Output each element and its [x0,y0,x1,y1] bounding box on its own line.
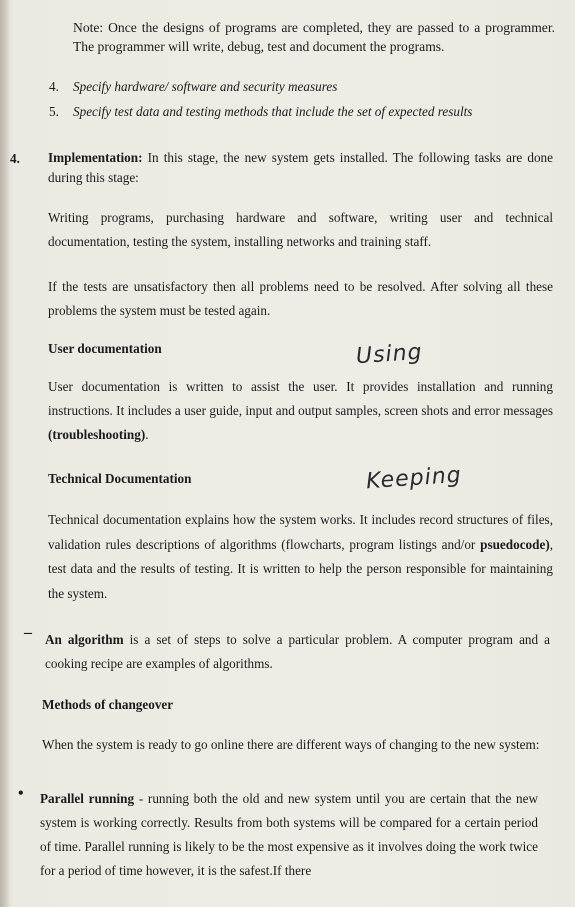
handwritten-using: Using [355,339,424,370]
implementation-title: Implementation: [48,150,143,165]
user-documentation-end: . [145,427,149,442]
page-binding-shadow [0,0,10,907]
technical-documentation-paragraph [48,508,553,606]
bullet-marker: • [18,785,24,802]
design-note: Note: Once the designs of programs are completed, they are passed to a programmer. The programmer will write, debug, test and document the programs. [73,20,555,54]
technical-documentation-heading: Technical Documentation [48,471,192,486]
user-documentation-paragraph [48,375,553,447]
parallel-running-text: - running both the old and new system until you are certain that the new system is working correctly. Results from both systems will be compared for a certain period of time. Parallel running is likely to be the most expensive as it involves doing the work twice for a period of time however, it is the safest.If there [40,791,539,878]
handwritten-keeping: Keeping [365,462,463,495]
methods-of-changeover-heading: Methods of changeover [42,697,174,712]
psuedocode-term: psuedocode) [480,536,550,552]
implementation-paragraph [48,148,553,188]
list-number-4: 4. [49,79,59,94]
list-item-hardware: Specify hardware/ software and security measures [73,79,338,94]
tests-paragraph: If the tests are unsatisfactory then all problems need to be resolved. After solving all these problems the system must be tested again. [48,279,553,318]
list-item-test-data: Specify test data and testing methods that include the set of expected results [73,104,473,119]
technical-documentation-text-b: , test data and the results of testing. It is written to help the person responsible for maintaining the system. [48,536,554,601]
implementation-tasks: Writing programs, purchasing hardware and software, writing user and technical documentation, testing the system, installing networks and training staff. [48,210,553,249]
parallel-running-term: Parallel running [40,791,135,806]
user-documentation-heading: User documentation [48,341,162,356]
troubleshooting-term: (troubleshooting) [48,427,146,442]
algorithm-paragraph [45,628,550,676]
methods-paragraph: When the system is ready to go online there are different ways of changing to the new system: [42,737,540,752]
handwritten-dash-mark: – [24,624,32,641]
section-number-4: 4. [10,151,20,166]
technical-documentation-text-a: Technical documentation explains how the system works. It includes record structures of files, validation rules descriptions of algorithms (flowcharts, program listings and/or [48,512,553,552]
algorithm-term: An algorithm [45,632,124,647]
parallel-running-paragraph [40,787,538,883]
implementation-text: In this stage, the new system gets installed. The following tasks are done during this stage: [48,150,554,185]
list-number-5: 5. [49,104,59,119]
user-documentation-text: User documentation is written to assist the user. It provides installation and running instructions. It includes a user guide, input and output samples, screen shots and error messages [48,379,553,418]
algorithm-text: is a set of steps to solve a particular problem. A computer program and a cooking recipe are examples of algorithms. [45,632,551,671]
